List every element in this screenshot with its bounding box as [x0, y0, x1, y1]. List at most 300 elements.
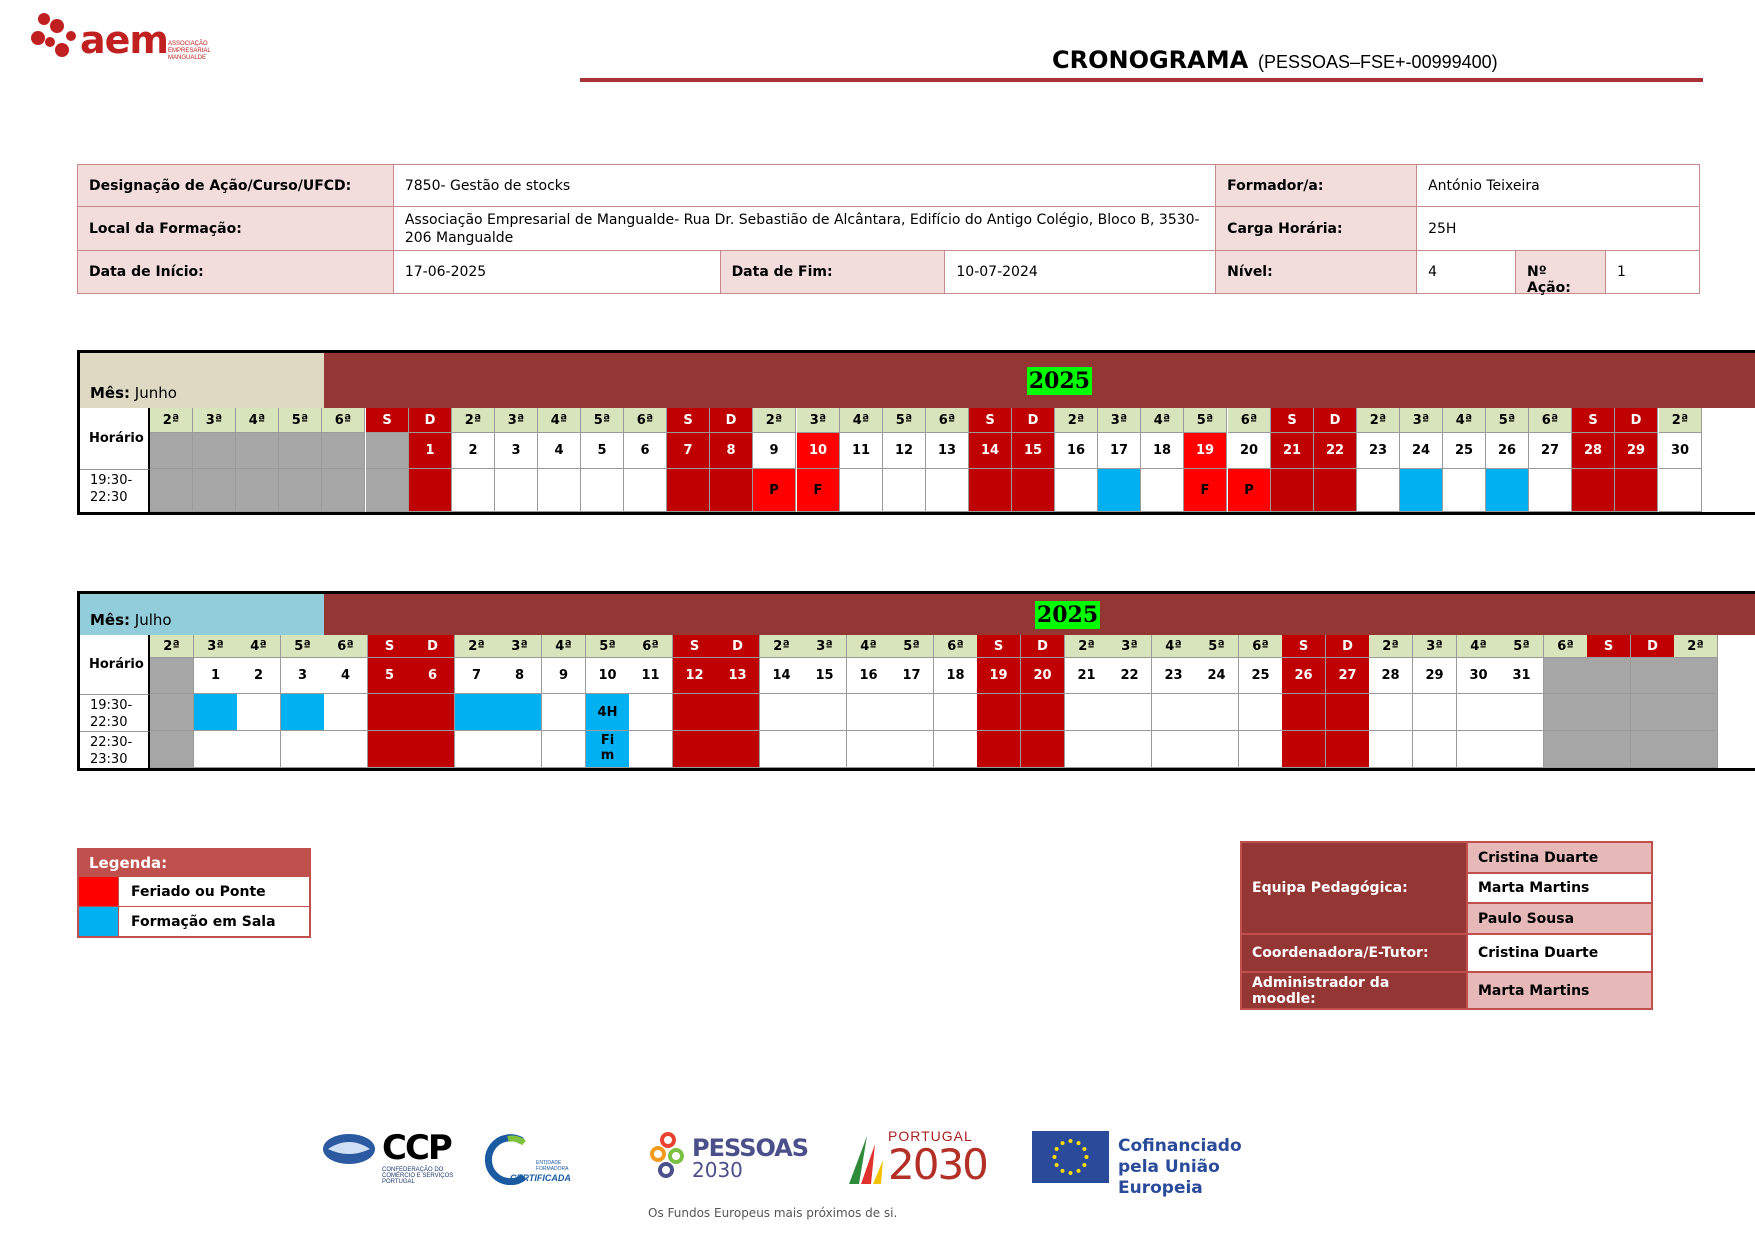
coord-value: Cristina Duarte: [1467, 934, 1652, 972]
day-number: 2: [452, 433, 495, 469]
day-number: 10: [586, 658, 630, 694]
schedule-cell: [977, 694, 1021, 731]
schedule-cell: [1529, 469, 1572, 512]
weekday-header: 2ª: [452, 408, 495, 433]
weekday-header: 5ª: [890, 635, 934, 658]
schedule-cell: [673, 731, 717, 768]
weekday-header: S: [366, 408, 409, 433]
schedule-cell: [150, 469, 193, 512]
schedule-cell: [1326, 731, 1370, 768]
schedule-cell: [969, 469, 1012, 512]
calendar-june: [77, 350, 1755, 515]
day-number: 26: [1486, 433, 1529, 469]
schedule-cell: [629, 694, 673, 731]
schedule-cell: [1282, 731, 1326, 768]
weekday-header: 6ª: [1239, 635, 1283, 658]
day-number: 28: [1572, 433, 1615, 469]
schedule-cell: [1239, 731, 1283, 768]
day-number: 18: [934, 658, 978, 694]
schedule-cell: [1282, 694, 1326, 731]
weekday-header: D: [1012, 408, 1055, 433]
weekday-header: 2ª: [1357, 408, 1400, 433]
schedule-cell: [1326, 694, 1370, 731]
schedule-cell: [455, 731, 499, 768]
eu-flag-icon: [1032, 1131, 1109, 1183]
day-number: 21: [1271, 433, 1314, 469]
weekday-header: 6ª: [629, 635, 673, 658]
schedule-cell: [1413, 694, 1457, 731]
local-value: Associação Empresarial de Mangualde- Rua Dr. Sebastião de Alcântara, Edifício do Antigo Colégio, Bloco B, 3530-206 Mangualde: [393, 207, 1215, 251]
inicio-label: Data de Início:: [78, 251, 394, 294]
schedule-cell: [1486, 469, 1529, 512]
horario-label: Horário: [80, 408, 150, 469]
day-number: 2: [237, 658, 281, 694]
formador-label: Formador/a:: [1216, 165, 1417, 207]
legend-swatch-sala: [79, 907, 119, 936]
day-number: 27: [1529, 433, 1572, 469]
schedule-cell: [538, 469, 581, 512]
day-number: 19: [977, 658, 1021, 694]
weekday-header: S: [667, 408, 710, 433]
year-bar: [324, 353, 1755, 408]
schedule-cell: [977, 731, 1021, 768]
weekday-header: 2ª: [753, 408, 796, 433]
schedule-cell: [1152, 694, 1196, 731]
weekday-header: 3ª: [193, 408, 236, 433]
weekday-header: 5ª: [1184, 408, 1227, 433]
schedule-cell: [1544, 731, 1588, 768]
schedule-cell: [1021, 694, 1065, 731]
formador-value: António Teixeira: [1417, 165, 1700, 207]
day-number: 4: [324, 658, 368, 694]
schedule-cell: [281, 731, 325, 768]
ccp-logo-subtitle: CONFEDERAÇÃO DO COMÉRCIO E SERVIÇOS PORTUGAL: [382, 1167, 454, 1185]
schedule-cell: [1615, 469, 1658, 512]
schedule-cell: [542, 731, 586, 768]
schedule-cell: [1587, 694, 1631, 731]
day-number: [150, 433, 193, 469]
carga-value: 25H: [1417, 207, 1700, 251]
year-bar: [324, 594, 1755, 635]
fim-label: Data de Fim:: [720, 251, 945, 294]
fim-value: 10-07-2024: [945, 251, 1216, 294]
weekday-header: D: [1631, 635, 1675, 658]
weekday-header: 4ª: [237, 635, 281, 658]
month-caption: Mês:: [90, 611, 131, 629]
equipa-member: Marta Martins: [1467, 873, 1652, 903]
portugal-2030-logo-icon: [845, 1130, 887, 1186]
schedule-cell: [1457, 694, 1501, 731]
time-slot-label: 19:30- 22:30: [80, 694, 150, 731]
acao-cell: [1516, 251, 1700, 294]
schedule-cell: [840, 469, 883, 512]
day-number: 22: [1108, 658, 1152, 694]
day-number: 19: [1184, 433, 1227, 469]
day-number: 11: [840, 433, 883, 469]
day-number: 11: [629, 658, 673, 694]
schedule-cell: [1012, 469, 1055, 512]
day-number: 18: [1141, 433, 1184, 469]
day-number: [279, 433, 322, 469]
day-number: 10: [797, 433, 840, 469]
weekday-header: 3ª: [1098, 408, 1141, 433]
weekday-header: 6ª: [322, 408, 365, 433]
year-label: 2025: [1036, 601, 1099, 628]
schedule-cell: [366, 469, 409, 512]
day-number: 26: [1282, 658, 1326, 694]
weekday-header: 3ª: [797, 408, 840, 433]
schedule-cell: [1357, 469, 1400, 512]
weekday-header: 3ª: [1400, 408, 1443, 433]
schedule-cell: [934, 694, 978, 731]
weekday-header: 3ª: [495, 408, 538, 433]
schedule-cell: [455, 694, 499, 731]
weekday-header: 6ª: [1529, 408, 1572, 433]
schedule-cell: [890, 694, 934, 731]
admin-label: Administrador da moodle:: [1241, 972, 1467, 1009]
schedule-cell: [194, 694, 238, 731]
day-number: 7: [667, 433, 710, 469]
day-number: 16: [847, 658, 891, 694]
equipa-member: Cristina Duarte: [1467, 842, 1652, 873]
day-number: 12: [883, 433, 926, 469]
day-number: 22: [1314, 433, 1357, 469]
admin-value: Marta Martins: [1467, 972, 1652, 1009]
calendar-july: [77, 591, 1755, 771]
schedule-cell: [710, 469, 753, 512]
weekday-header: 5ª: [281, 635, 325, 658]
weekday-header: 4ª: [1443, 408, 1486, 433]
weekday-header: S: [969, 408, 1012, 433]
schedule-cell: [279, 469, 322, 512]
day-number: 27: [1326, 658, 1370, 694]
weekday-header: S: [1282, 635, 1326, 658]
schedule-cell: [324, 731, 368, 768]
pessoas-tagline: Os Fundos Europeus mais próximos de si.: [648, 1206, 898, 1220]
weekday-header: 2ª: [1065, 635, 1109, 658]
schedule-cell: [1572, 469, 1615, 512]
schedule-cell: [934, 731, 978, 768]
schedule-cell: F: [797, 469, 840, 512]
day-number: 14: [760, 658, 804, 694]
day-number: [236, 433, 279, 469]
day-number: 7: [455, 658, 499, 694]
day-number: 23: [1152, 658, 1196, 694]
schedule-cell: [237, 731, 281, 768]
weekday-header: S: [673, 635, 717, 658]
weekday-header: 5ª: [1195, 635, 1239, 658]
designacao-value: 7850- Gestão de stocks: [393, 165, 1215, 207]
day-number: 29: [1413, 658, 1457, 694]
pessoas-logo-text: PESSOAS: [692, 1134, 809, 1162]
day-number: 9: [542, 658, 586, 694]
weekday-header: 5ª: [586, 635, 630, 658]
weekday-header: S: [1271, 408, 1314, 433]
weekday-header: 4ª: [1141, 408, 1184, 433]
day-number: 8: [710, 433, 753, 469]
schedule-cell: [324, 694, 368, 731]
local-label: Local da Formação:: [78, 207, 394, 251]
day-number: [1631, 658, 1675, 694]
schedule-cell: [1659, 469, 1702, 512]
ccp-logo-text: CCP: [382, 1128, 451, 1168]
day-number: 31: [1500, 658, 1544, 694]
day-number: 13: [716, 658, 760, 694]
time-slot-label: 22:30- 23:30: [80, 731, 150, 768]
weekday-header: 2ª: [150, 635, 194, 658]
title-divider: [580, 78, 1703, 82]
schedule-cell: [1369, 731, 1413, 768]
schedule-cell: [1314, 469, 1357, 512]
schedule-cell: [803, 731, 847, 768]
coord-label: Coordenadora/E-Tutor:: [1241, 934, 1467, 972]
schedule-cell: [629, 731, 673, 768]
weekday-header: D: [716, 635, 760, 658]
weekday-header: D: [411, 635, 455, 658]
day-number: 6: [624, 433, 667, 469]
legend-item: [79, 906, 309, 936]
weekday-header: 5ª: [1486, 408, 1529, 433]
schedule-cell: [1098, 469, 1141, 512]
weekday-header: S: [977, 635, 1021, 658]
day-number: 12: [673, 658, 717, 694]
schedule-cell: [926, 469, 969, 512]
schedule-cell: P: [753, 469, 796, 512]
schedule-cell: [1152, 731, 1196, 768]
day-number: 13: [926, 433, 969, 469]
legend-label: Feriado ou Ponte: [131, 884, 266, 900]
day-number: 16: [1055, 433, 1098, 469]
day-number: 25: [1239, 658, 1283, 694]
weekday-header: 3ª: [194, 635, 238, 658]
carga-label: Carga Horária:: [1216, 207, 1417, 251]
weekday-header: 4ª: [840, 408, 883, 433]
schedule-cell: [194, 731, 238, 768]
weekday-header: 6ª: [1228, 408, 1271, 433]
month-name: Julho: [130, 611, 172, 629]
horario-label: Horário: [80, 635, 150, 694]
nivel-label: Nível:: [1216, 251, 1417, 294]
schedule-cell: [716, 694, 760, 731]
day-number: 5: [368, 658, 412, 694]
schedule-cell: Fi m: [586, 731, 630, 768]
schedule-cell: [409, 469, 452, 512]
weekday-header: D: [409, 408, 452, 433]
schedule-cell: [1631, 694, 1675, 731]
day-number: 24: [1195, 658, 1239, 694]
schedule-cell: [495, 469, 538, 512]
schedule-cell: [1587, 731, 1631, 768]
schedule-cell: [1195, 731, 1239, 768]
acao-label: Nº Ação:: [1516, 251, 1606, 293]
weekday-header: 6ª: [926, 408, 969, 433]
schedule-cell: [803, 694, 847, 731]
schedule-cell: [890, 731, 934, 768]
day-number: 5: [581, 433, 624, 469]
schedule-cell: [1631, 731, 1675, 768]
weekday-header: 6ª: [624, 408, 667, 433]
schedule-cell: [1271, 469, 1314, 512]
day-number: [1544, 658, 1588, 694]
schedule-cell: [1021, 731, 1065, 768]
weekday-header: 2ª: [1055, 408, 1098, 433]
designacao-label: Designação de Ação/Curso/UFCD:: [78, 165, 394, 207]
weekday-header: 5ª: [279, 408, 322, 433]
certificada-text: CERTIFICADA: [510, 1173, 571, 1183]
weekday-header: 3ª: [1413, 635, 1457, 658]
day-number: 9: [753, 433, 796, 469]
eu-cofinanced-text: Cofinanciado pela União Europeia: [1118, 1136, 1242, 1198]
day-number: 23: [1357, 433, 1400, 469]
schedule-cell: [1055, 469, 1098, 512]
page-title: CRONOGRAMA: [1052, 46, 1249, 74]
weekday-header: 2ª: [760, 635, 804, 658]
weekday-header: 4ª: [542, 635, 586, 658]
schedule-cell: [1500, 694, 1544, 731]
schedule-cell: [150, 731, 194, 768]
schedule-cell: [1457, 731, 1501, 768]
time-slot-label: 19:30- 22:30: [80, 469, 150, 512]
day-number: 30: [1457, 658, 1501, 694]
schedule-cell: [1674, 731, 1718, 768]
day-number: 1: [409, 433, 452, 469]
weekday-header: 6ª: [1544, 635, 1588, 658]
legend-item: [79, 876, 309, 906]
schedule-cell: F: [1184, 469, 1227, 512]
day-number: 3: [281, 658, 325, 694]
schedule-cell: [452, 469, 495, 512]
day-number: [1587, 658, 1631, 694]
course-info-table: [77, 164, 1700, 294]
weekday-header: 2ª: [150, 408, 193, 433]
schedule-cell: [883, 469, 926, 512]
schedule-cell: [322, 469, 365, 512]
weekday-header: S: [1572, 408, 1615, 433]
month-name: Junho: [130, 384, 177, 402]
day-number: 8: [498, 658, 542, 694]
schedule-cell: [236, 469, 279, 512]
schedule-cell: [673, 694, 717, 731]
weekday-header: 4ª: [538, 408, 581, 433]
day-number: 20: [1228, 433, 1271, 469]
schedule-cell: [368, 694, 412, 731]
day-number: 1: [194, 658, 238, 694]
weekday-header: 4ª: [236, 408, 279, 433]
day-number: [1674, 658, 1718, 694]
team-table: [1240, 841, 1653, 1010]
day-number: [150, 658, 194, 694]
weekday-header: D: [1615, 408, 1658, 433]
portugal-2030-year: 2030: [888, 1140, 987, 1189]
weekday-header: 3ª: [1108, 635, 1152, 658]
weekday-header: 2ª: [455, 635, 499, 658]
day-number: 25: [1443, 433, 1486, 469]
day-number: [366, 433, 409, 469]
schedule-cell: [1239, 694, 1283, 731]
equipa-member: Paulo Sousa: [1467, 903, 1652, 934]
schedule-cell: [281, 694, 325, 731]
ccp-logo-icon: [322, 1131, 376, 1167]
aem-logo-text: aem: [80, 18, 169, 62]
weekday-header: D: [1314, 408, 1357, 433]
certificada-subtitle: ENTIDADE FORMADORA: [536, 1160, 569, 1172]
schedule-cell: [1500, 731, 1544, 768]
schedule-cell: [498, 694, 542, 731]
schedule-cell: [581, 469, 624, 512]
schedule-cell: [411, 731, 455, 768]
portugal-2030-word: PORTUGAL: [888, 1128, 973, 1144]
schedule-cell: [150, 694, 194, 731]
schedule-cell: [1544, 694, 1588, 731]
pessoas-logo-year: 2030: [692, 1158, 743, 1182]
year-label: 2025: [1028, 367, 1091, 394]
day-number: 14: [969, 433, 1012, 469]
weekday-header: 2ª: [1369, 635, 1413, 658]
schedule-cell: [368, 731, 412, 768]
schedule-cell: [542, 694, 586, 731]
day-number: 15: [1012, 433, 1055, 469]
day-number: 15: [803, 658, 847, 694]
weekday-header: D: [1326, 635, 1370, 658]
schedule-cell: [667, 469, 710, 512]
day-number: 17: [1098, 433, 1141, 469]
aem-logo-subtitle: ASSOCIAÇÃO EMPRESARIAL MANGUALDE: [168, 41, 211, 61]
day-number: [322, 433, 365, 469]
schedule-cell: [1065, 731, 1109, 768]
schedule-cell: [1413, 731, 1457, 768]
day-number: 6: [411, 658, 455, 694]
weekday-header: 6ª: [934, 635, 978, 658]
schedule-cell: [1674, 694, 1718, 731]
schedule-cell: [847, 694, 891, 731]
inicio-value: 17-06-2025: [393, 251, 720, 294]
acao-value: 1: [1617, 264, 1626, 280]
schedule-cell: [716, 731, 760, 768]
schedule-cell: [411, 694, 455, 731]
weekday-header: 5ª: [883, 408, 926, 433]
schedule-cell: [760, 731, 804, 768]
schedule-cell: [624, 469, 667, 512]
legend-swatch-feriado: [79, 877, 119, 906]
schedule-cell: P: [1228, 469, 1271, 512]
schedule-cell: [498, 731, 542, 768]
weekday-header: 2ª: [1674, 635, 1718, 658]
schedule-cell: 4H: [586, 694, 630, 731]
legend: [77, 848, 311, 938]
day-number: 24: [1400, 433, 1443, 469]
document-code: (PESSOAS–FSE+-00999400): [1258, 52, 1498, 72]
weekday-header: 4ª: [1152, 635, 1196, 658]
month-label: [80, 353, 324, 408]
weekday-header: 6ª: [324, 635, 368, 658]
legend-label: Formação em Sala: [131, 914, 276, 930]
schedule-cell: [237, 694, 281, 731]
nivel-value: 4: [1417, 251, 1516, 294]
day-number: 3: [495, 433, 538, 469]
weekday-header: 4ª: [1457, 635, 1501, 658]
schedule-cell: [1400, 469, 1443, 512]
schedule-cell: [847, 731, 891, 768]
day-number: 28: [1369, 658, 1413, 694]
day-number: 20: [1021, 658, 1065, 694]
schedule-cell: [760, 694, 804, 731]
weekday-header: 3ª: [803, 635, 847, 658]
day-number: 30: [1659, 433, 1702, 469]
day-number: 17: [890, 658, 934, 694]
legend-title: Legenda:: [79, 850, 309, 876]
weekday-header: 4ª: [847, 635, 891, 658]
schedule-cell: [1141, 469, 1184, 512]
